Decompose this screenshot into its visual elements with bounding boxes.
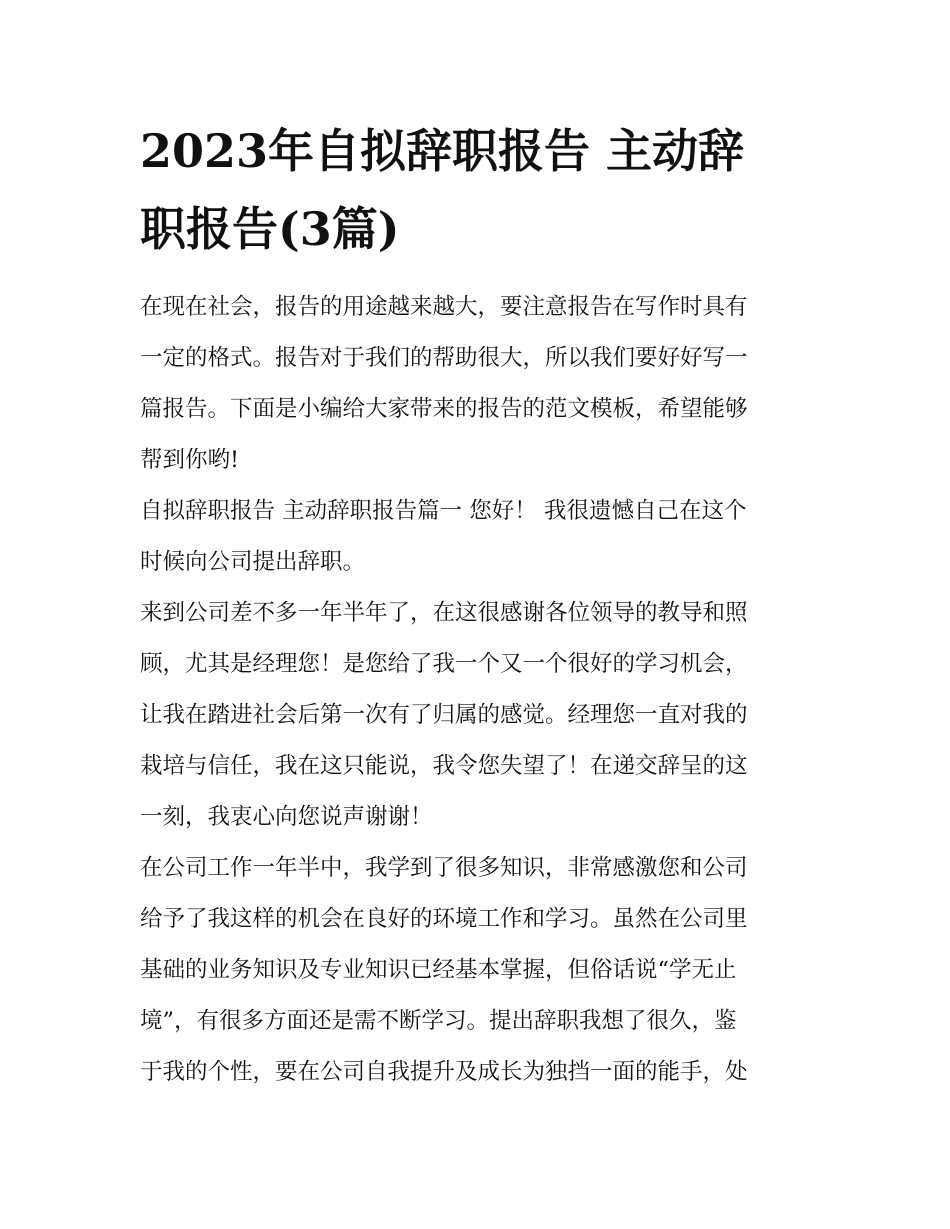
text-line: 让我在踏进社会后第一次有了归属的感觉。经理您一直对我的 <box>140 702 748 728</box>
intro-paragraph <box>140 282 812 486</box>
text-line: 一刻，我衷心向您说声谢谢！ <box>140 804 433 830</box>
text-line: 栽培与信任，我在这只能说，我令您失望了！在递交辞呈的这 <box>140 753 748 779</box>
title-line: 职报告(3篇) <box>140 202 400 256</box>
text-line: 在公司工作一年半中，我学到了很多知识，非常感激您和公司 <box>140 855 748 881</box>
title-line: 2023年自拟辞职报告 主动辞 <box>140 124 745 178</box>
text-line: 时候向公司提出辞职。 <box>140 549 366 575</box>
text-line: 来到公司差不多一年半年了，在这很感谢各位领导的教导和照 <box>140 600 748 626</box>
text-line: 在现在社会，报告的用途越来越大，要注意报告在写作时具有 <box>140 294 748 320</box>
text-line: 基础的业务知识及专业知识已经基本掌握，但俗话说“学无止 <box>140 957 737 983</box>
text-line: 帮到你哟! <box>140 447 240 473</box>
text-line: 境”，有很多方面还是需不断学习。提出辞职我想了很久，鉴 <box>140 1008 737 1034</box>
body-paragraph <box>140 843 812 1098</box>
text-line: 顾，尤其是经理您！是您给了我一个又一个很好的学习机会， <box>140 651 748 677</box>
text-line: 篇报告。下面是小编给大家带来的报告的范文模板，希望能够 <box>140 396 748 422</box>
text-line: 给予了我这样的机会在良好的环境工作和学习。虽然在公司里 <box>140 906 748 932</box>
body-paragraph <box>140 588 812 843</box>
document-page <box>140 112 812 1098</box>
text-line: 于我的个性，要在公司自我提升及成长为独挡一面的能手，处 <box>140 1059 748 1085</box>
text-line: 自拟辞职报告 主动辞职报告篇一 您好！ 我很遗憾自己在这个 <box>140 498 747 524</box>
section-heading-paragraph <box>140 486 812 588</box>
document-title <box>140 112 812 268</box>
text-line: 一定的格式。报告对于我们的帮助很大，所以我们要好好写一 <box>140 345 748 371</box>
